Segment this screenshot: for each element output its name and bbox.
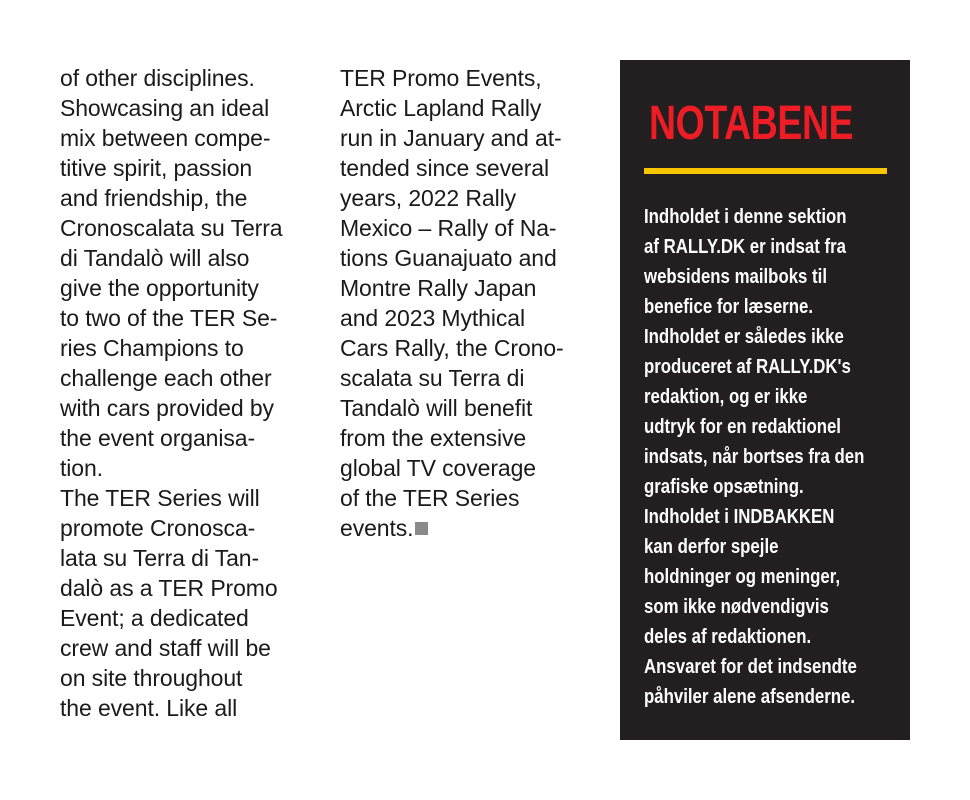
text-line: years, 2022 Rally — [340, 185, 516, 211]
text-line: Mexico – Rally of Na- — [340, 215, 557, 241]
sidebar-title: NOTABENE — [649, 97, 854, 150]
text-line: indsats, når bortses fra den — [644, 446, 865, 468]
text-line: som ikke nødvendigvis — [644, 596, 829, 618]
text-line: Cronoscalata su Terra — [60, 215, 283, 241]
text-line: udtryk for en redaktionel — [644, 416, 841, 438]
text-line: scalata su Terra di — [340, 365, 525, 391]
text-line: the event organisa- — [60, 425, 256, 451]
notabene-sidebar — [620, 60, 910, 740]
text-line: and 2023 Mythical — [340, 305, 525, 331]
text-line: deles af redaktionen. — [644, 626, 812, 648]
text-line: kan derfor spejle — [644, 536, 779, 558]
text-line: The TER Series will — [60, 485, 260, 511]
text-line: Indholdet i INDBAKKEN — [644, 506, 835, 528]
text-line: Montre Rally Japan — [340, 275, 537, 301]
text-line: tion. — [60, 455, 103, 481]
text-line: crew and staff will be — [60, 635, 271, 661]
text-line: lata su Terra di Tan- — [60, 545, 260, 571]
article-column-1 — [60, 63, 322, 723]
text-line: of other disciplines. — [60, 65, 255, 91]
text-line: Event; a dedicated — [60, 605, 249, 631]
text-line: titive spirit, passion — [60, 155, 253, 181]
article-column-2 — [340, 63, 602, 543]
text-line: di Tandalò will also — [60, 245, 250, 271]
text-line: Indholdet i denne sektion — [644, 206, 847, 228]
text-line: grafiske opsætning. — [644, 476, 804, 498]
text-line: the event. Like all — [60, 695, 238, 721]
text-line: dalò as a TER Promo — [60, 575, 278, 601]
text-line: tended since several — [340, 155, 549, 181]
text-line: from the extensive — [340, 425, 527, 451]
text-line: benefice for læserne. — [644, 296, 813, 318]
text-line: and friendship, the — [60, 185, 248, 211]
text-line: websidens mailboks til — [644, 266, 827, 288]
text-line: run in January and at- — [340, 125, 562, 151]
text-line: mix between compe- — [60, 125, 271, 151]
text-line: redaktion, og er ikke — [644, 386, 808, 408]
text-line: challenge each other — [60, 365, 272, 391]
text-line: of the TER Series — [340, 485, 520, 511]
text-line: af RALLY.DK er indsat fra — [644, 236, 846, 258]
sidebar-divider — [644, 168, 887, 174]
text-line: with cars provided by — [60, 395, 274, 421]
text-line: on site throughout — [60, 665, 243, 691]
text-line: Ansvaret for det indsendte — [644, 656, 857, 678]
text-line: holdninger og meninger, — [644, 566, 841, 588]
end-of-article-mark — [415, 522, 428, 535]
text-line: Arctic Lapland Rally — [340, 95, 542, 121]
text-line: TER Promo Events, — [340, 65, 542, 91]
text-line: to two of the TER Se- — [60, 305, 278, 331]
text-line: ries Champions to — [60, 335, 244, 361]
text-line: global TV coverage — [340, 455, 536, 481]
text-line: Showcasing an ideal — [60, 95, 270, 121]
text-line: Tandalò will benefit — [340, 395, 533, 421]
text-line: tions Guanajuato and — [340, 245, 557, 271]
text-line: Indholdet er således ikke — [644, 326, 844, 348]
text-line: promote Cronosca- — [60, 515, 256, 541]
text-line: påhviler alene afsenderne. — [644, 686, 856, 708]
text-line: Cars Rally, the Crono- — [340, 335, 564, 361]
sidebar-disclaimer-text — [644, 202, 864, 712]
text-line: produceret af RALLY.DK's — [644, 356, 851, 378]
text-line: give the opportunity — [60, 275, 259, 301]
text-line: events. — [340, 513, 602, 543]
